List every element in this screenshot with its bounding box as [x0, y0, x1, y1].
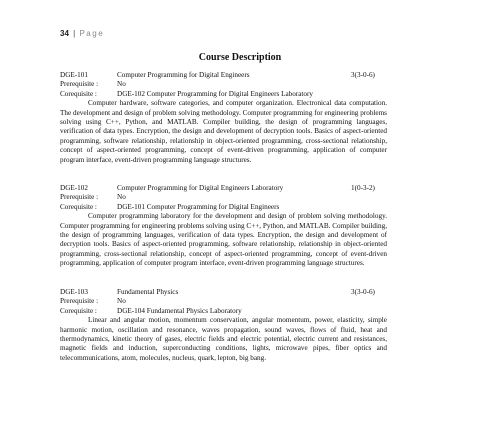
page-header-separator: | — [73, 29, 76, 38]
course-credits: 3(3-0-6) — [351, 71, 375, 79]
prerequisite-row — [60, 297, 387, 306]
course-description: Computer programming laboratory for the development and design of problem solving methodology. Computer programming for engineering problems solving using C++, Python, and MATLAB. Compiler building, the design of programming languages, verification of data types. Encryption, the design and development of decryption tools. Basics of aspect-oriented programming, software relationship, relationship in object-oriented programming, cross-sectional relationship, concept of aspect-oriented programming, concept of event-driven programming, application of computer program interface, event-driven programming language structures. — [60, 212, 387, 268]
corequisite-label: Corequisite : — [60, 89, 97, 98]
corequisite-row — [60, 90, 387, 99]
corequisite-row — [60, 203, 387, 212]
course-description: Computer hardware, software categories, and computer organization. Electronical data computation. The development and design of problem solving methodology. Computer programming for engineering problems solving using C++, Python, and MATLAB. Compiler building, the design of programming languages, verification of data types. Encryption, the design and development of decryption tools. Basics of aspect-oriented programming, software relationship, relationship in object-oriented programming, cross-sectional relationship, concept of aspect-oriented programming, concept of event-driven programming, application of computer program interface, event-driven programming language structures. — [60, 99, 387, 164]
corequisite-value: DGE-101 Computer Programming for Digital Engineers — [117, 202, 280, 211]
corequisite-value: DGE-102 Computer Programming for Digital Engineers Laboratory — [117, 89, 314, 98]
prerequisite-value: No — [117, 193, 126, 202]
prerequisite-row — [60, 193, 387, 202]
course-code: DGE-101 — [60, 71, 88, 79]
course-heading-row — [60, 184, 387, 193]
prerequisite-label: Prerequisite : — [60, 80, 99, 89]
course-credits: 3(3-0-6) — [351, 288, 375, 296]
course-heading-row — [60, 71, 387, 80]
corequisite-label: Corequisite : — [60, 202, 97, 211]
course-heading-row — [60, 288, 387, 297]
prerequisite-value: No — [117, 297, 126, 306]
course-entry-dge-102 — [60, 184, 387, 269]
page-number: 34 — [60, 29, 69, 38]
course-entry-dge-101 — [60, 71, 387, 165]
prerequisite-label: Prerequisite : — [60, 297, 99, 306]
corequisite-value: DGE-104 Fundamental Physics Laboratory — [117, 306, 242, 315]
prerequisite-row — [60, 80, 387, 89]
prerequisite-label: Prerequisite : — [60, 193, 99, 202]
page-word: Page — [79, 29, 105, 38]
course-name: Fundamental Physics — [117, 288, 179, 296]
course-code: DGE-103 — [60, 288, 88, 296]
course-description: Linear and angular motion, momentum conservation, angular momentum, power, elasticity, simple harmonic motion, oscillation and resonance, waves propagation, sound waves, flows of fluid, heat and thermodynamics, kinetic theory of gases, electric fields and electric potential, electric current and resistances, magnetic fields and induction, superconducting conditions, lights, microwave pipes, fiber optics and telecommunications, atom, molecules, nucleus, quark, lepton, big bang. — [60, 316, 387, 362]
corequisite-row — [60, 307, 387, 316]
corequisite-label: Corequisite : — [60, 306, 97, 315]
course-name: Computer Programming for Digital Engineers — [117, 71, 250, 79]
course-entry-dge-103 — [60, 288, 387, 363]
section-title: Course Description — [198, 52, 282, 63]
course-code: DGE-102 — [60, 184, 88, 192]
prerequisite-value: No — [117, 80, 126, 89]
page-header — [60, 29, 104, 38]
course-credits: 1(0-3-2) — [351, 184, 375, 192]
course-name: Computer Programming for Digital Engineers Laboratory — [117, 184, 284, 192]
